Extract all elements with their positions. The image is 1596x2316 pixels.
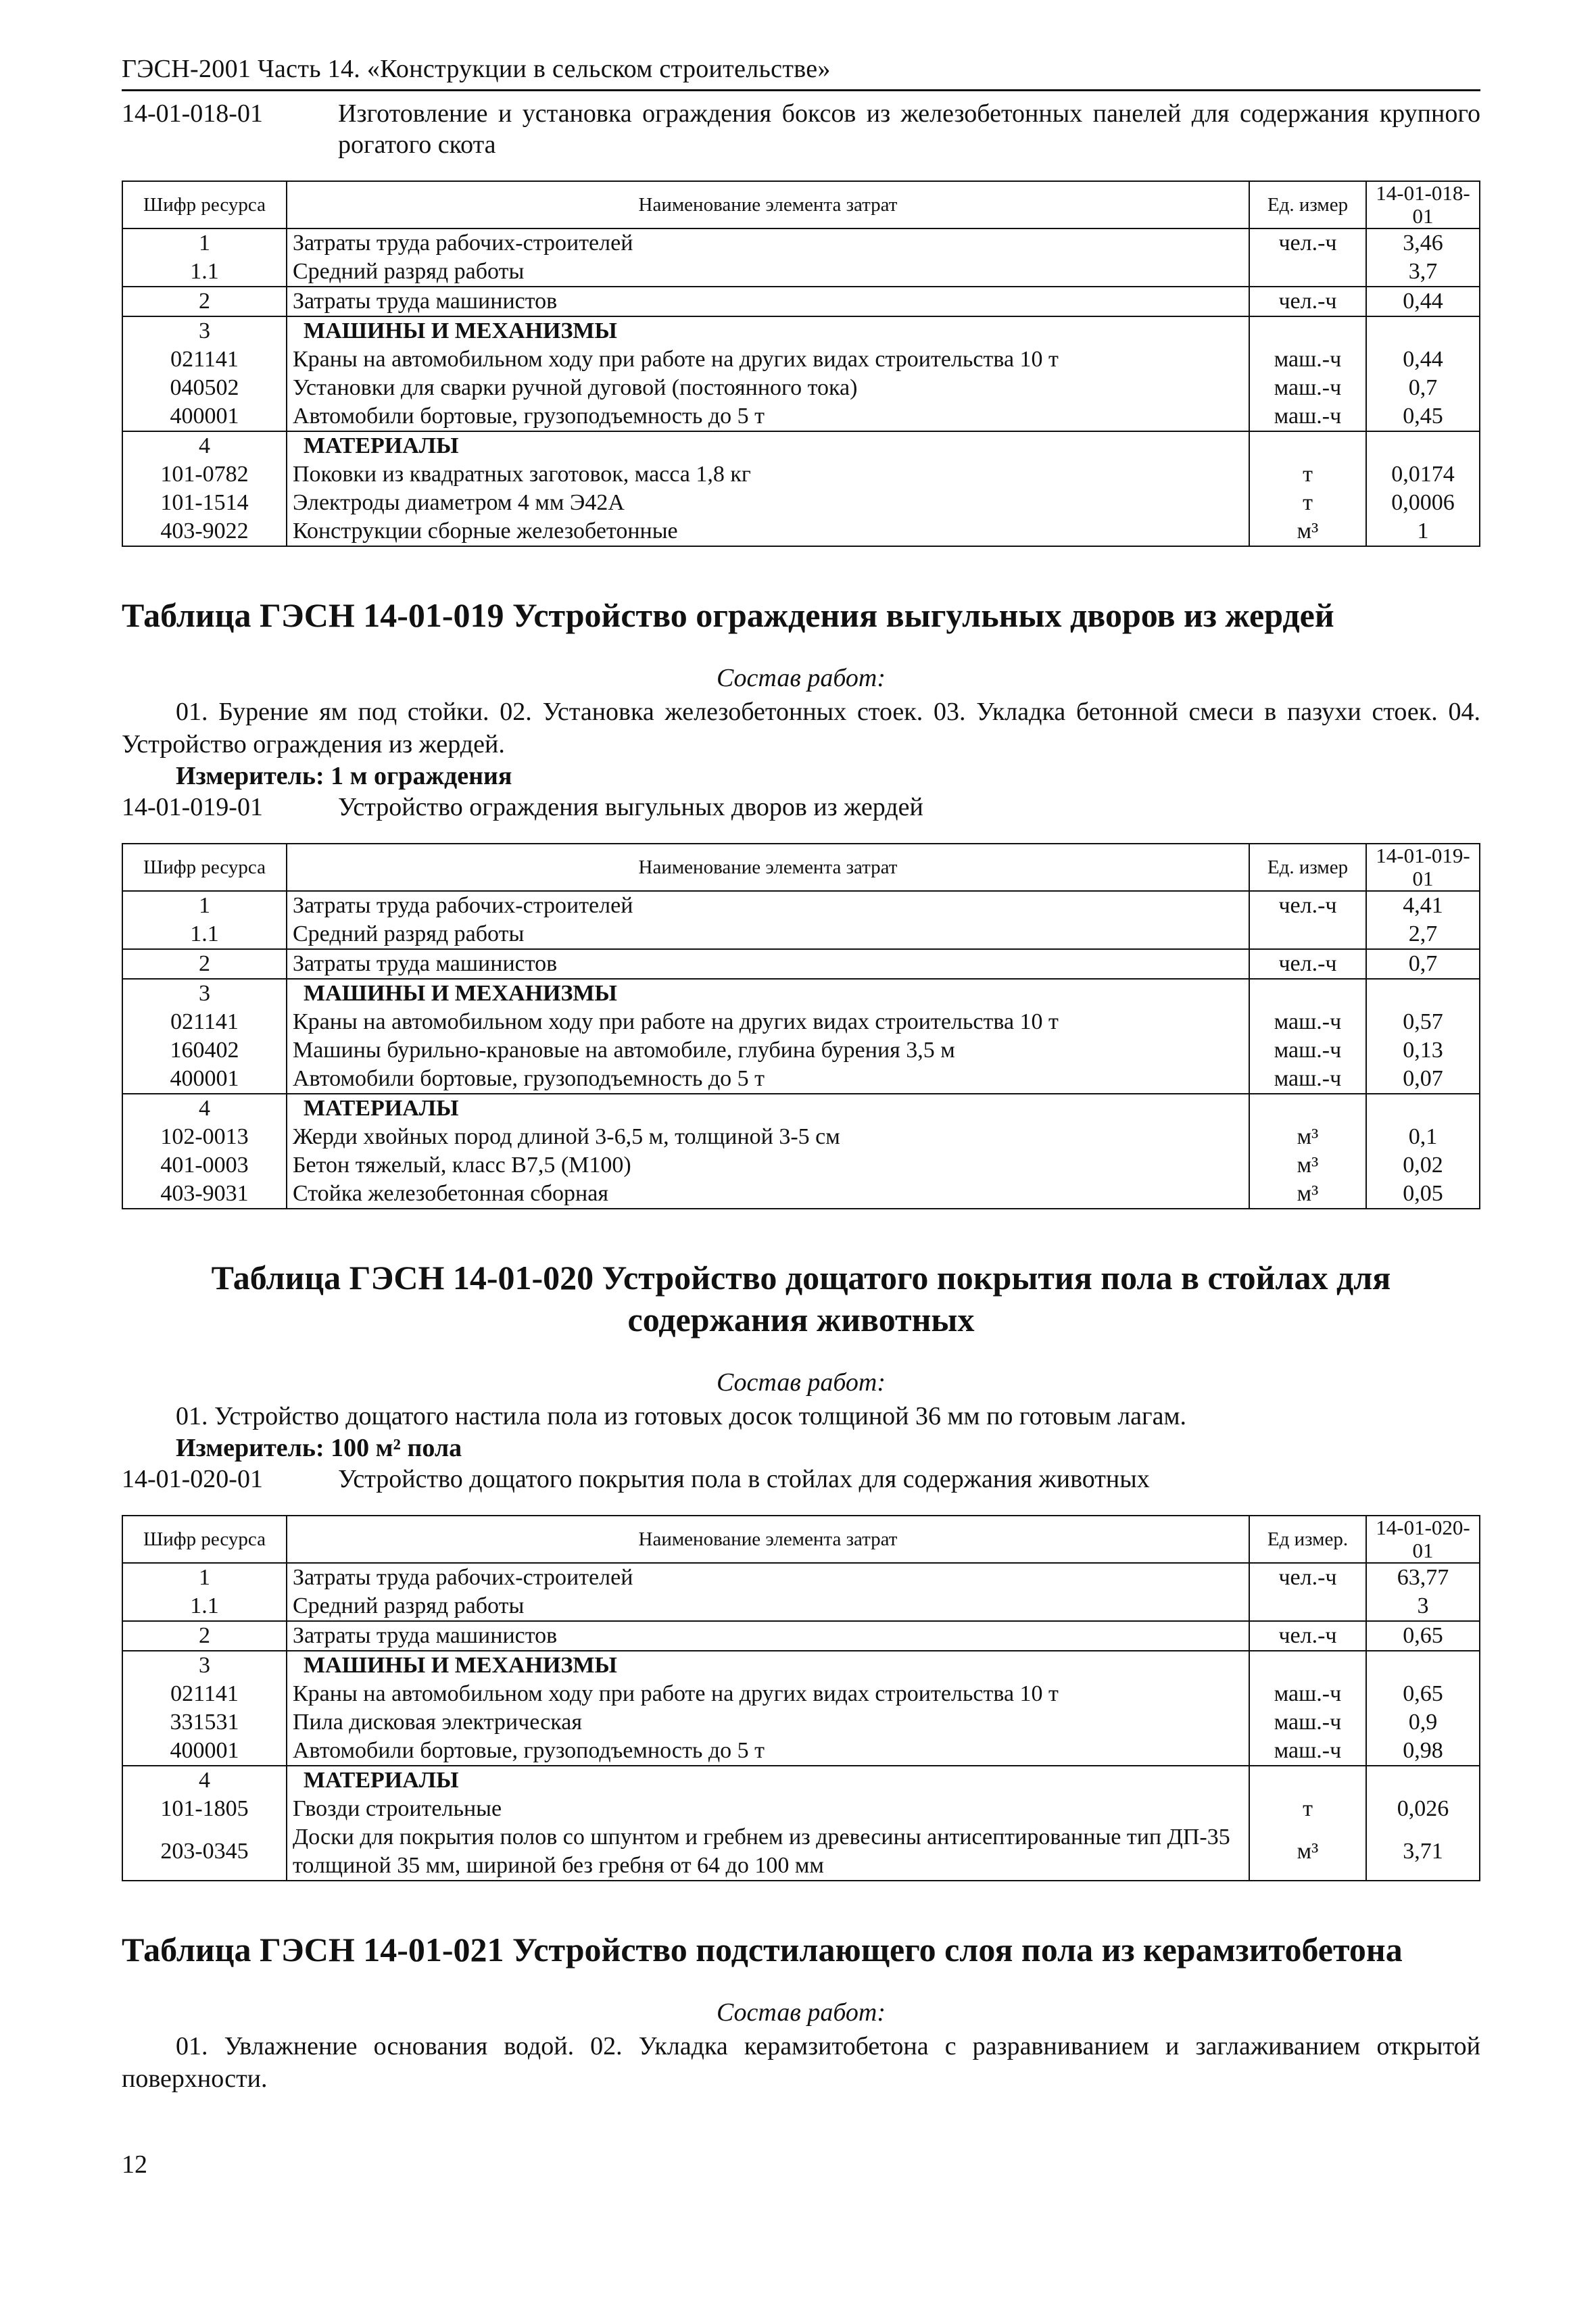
composition-label: Состав работ: [716, 1998, 886, 2027]
norm-table-020 [122, 1515, 1480, 1881]
cell-unit: т [1249, 489, 1366, 517]
operations-text: 01. Бурение ям под стойки. 02. Установка железобетонных стоек. 03. Укладка бетонной смеси в пазухи стоек. 04. Устройство ограждения из жердей. [122, 698, 1480, 758]
col-unit: Ед. измер [1249, 181, 1366, 228]
section-title-020: Таблица ГЭСН 14-01-020 Устройство дощатого покрытия пола в стойлах для содержания животных [211, 1259, 1391, 1338]
cell-name: Автомобили бортовые, грузоподъемность до 5 т [287, 1065, 1249, 1094]
cell-unit: т [1249, 1795, 1366, 1823]
page-number: 12 [122, 2150, 147, 2179]
cell-unit: м³ [1249, 517, 1366, 546]
table-row [122, 228, 1480, 258]
cell-name: Поковки из квадратных заготовок, масса 1,8 кг [287, 460, 1249, 489]
table-body [122, 891, 1480, 1209]
cell-value: 0,98 [1366, 1737, 1480, 1766]
cell-cipher: 101-1514 [122, 489, 287, 517]
cell-unit: чел.-ч [1249, 891, 1366, 920]
norm-code: 14-01-020-01 [122, 1465, 263, 1493]
cell-unit [1249, 1651, 1366, 1680]
cell-cipher: 102-0013 [122, 1123, 287, 1151]
composition-label: Состав работ: [716, 664, 886, 692]
cell-name: Затраты труда машинистов [287, 1621, 1249, 1651]
cell-value: 0,05 [1366, 1180, 1480, 1209]
cell-cipher: 3 [122, 979, 287, 1008]
table-row [122, 1151, 1480, 1180]
table-row [122, 1008, 1480, 1036]
cell-name: Затраты труда машинистов [287, 287, 1249, 316]
col-norm-code: 14-01-020-01 [1366, 1516, 1480, 1563]
table-row [122, 1592, 1480, 1621]
cell-unit: чел.-ч [1249, 287, 1366, 316]
cell-name: МАТЕРИАЛЫ [287, 431, 1249, 460]
cell-unit: м³ [1249, 1123, 1366, 1151]
norm-table-019 [122, 843, 1480, 1209]
table-row [122, 287, 1480, 316]
cell-name: Затраты труда машинистов [287, 949, 1249, 979]
cell-value: 0,13 [1366, 1036, 1480, 1065]
table-row [122, 374, 1480, 402]
table-row [122, 1180, 1480, 1209]
norm-title: Изготовление и установка ограждения боксов из железобетонных панелей для содержания крупного рогатого скота [338, 99, 1480, 159]
cell-unit: маш.-ч [1249, 402, 1366, 431]
cell-name: Затраты труда рабочих-строителей [287, 228, 1249, 258]
section-title-021: Таблица ГЭСН 14-01-021 Устройство подстилающего слоя пола из керамзитобетона [122, 1931, 1403, 1969]
col-element-name: Наименование элемента затрат [287, 1516, 1249, 1563]
cell-value [1366, 979, 1480, 1008]
cell-cipher: 400001 [122, 1737, 287, 1766]
cell-value: 0,07 [1366, 1065, 1480, 1094]
cell-cipher: 3 [122, 1651, 287, 1680]
cell-name: Автомобили бортовые, грузоподъемность до 5 т [287, 1737, 1249, 1766]
cell-cipher: 4 [122, 1094, 287, 1123]
cell-unit [1249, 1766, 1366, 1795]
table-header-row [122, 1516, 1480, 1563]
norm-table-018 [122, 180, 1480, 547]
cell-cipher: 021141 [122, 345, 287, 374]
cell-unit: чел.-ч [1249, 1563, 1366, 1592]
cell-unit: чел.-ч [1249, 228, 1366, 258]
cell-name: Стойка железобетонная сборная [287, 1180, 1249, 1209]
col-unit: Ед измер. [1249, 1516, 1366, 1563]
cell-name: Средний разряд работы [287, 258, 1249, 287]
cell-name: МАТЕРИАЛЫ [287, 1094, 1249, 1123]
cell-unit: маш.-ч [1249, 1680, 1366, 1708]
col-resource-code: Шифр ресурса [122, 1516, 287, 1563]
cell-name: Машины бурильно-крановые на автомобиле, глубина бурения 3,5 м [287, 1036, 1249, 1065]
cell-value [1366, 316, 1480, 345]
cell-cipher: 1 [122, 228, 287, 258]
cell-unit [1249, 431, 1366, 460]
col-element-name: Наименование элемента затрат [287, 181, 1249, 228]
cell-unit: т [1249, 460, 1366, 489]
table-row [122, 258, 1480, 287]
cell-unit: маш.-ч [1249, 374, 1366, 402]
cell-value: 1 [1366, 517, 1480, 546]
cell-cipher: 101-1805 [122, 1795, 287, 1823]
cell-value: 2,7 [1366, 920, 1480, 949]
cell-unit [1249, 979, 1366, 1008]
cell-unit: м³ [1249, 1823, 1366, 1881]
cell-name: Краны на автомобильном ходу при работе на других видах строительства 10 т [287, 345, 1249, 374]
table-row [122, 402, 1480, 431]
norm-title: Устройство ограждения выгульных дворов из жердей [338, 793, 923, 821]
table-row [122, 1621, 1480, 1651]
cell-name: МАШИНЫ И МЕХАНИЗМЫ [287, 1651, 1249, 1680]
table-header-row [122, 844, 1480, 891]
cell-value: 63,77 [1366, 1563, 1480, 1592]
composition-label: Состав работ: [716, 1368, 886, 1397]
cell-value: 0,1 [1366, 1123, 1480, 1151]
cell-cipher: 2 [122, 949, 287, 979]
cell-name: Затраты труда рабочих-строителей [287, 1563, 1249, 1592]
cell-value: 3,71 [1366, 1823, 1480, 1881]
table-row [122, 1680, 1480, 1708]
cell-cipher: 1.1 [122, 1592, 287, 1621]
table-row [122, 949, 1480, 979]
table-row [122, 1795, 1480, 1823]
norm-title: Устройство дощатого покрытия пола в стойлах для содержания животных [338, 1465, 1150, 1493]
cell-unit [1249, 1094, 1366, 1123]
cell-value: 0,7 [1366, 374, 1480, 402]
table-row [122, 1708, 1480, 1737]
table-row [122, 460, 1480, 489]
cell-unit: маш.-ч [1249, 345, 1366, 374]
running-head: ГЭСН-2001 Часть 14. «Конструкции в сельском строительстве» [122, 54, 1480, 91]
table-row [122, 345, 1480, 374]
cell-value: 0,026 [1366, 1795, 1480, 1823]
cell-value [1366, 1651, 1480, 1680]
cell-cipher: 203-0345 [122, 1823, 287, 1881]
cell-value: 0,57 [1366, 1008, 1480, 1036]
cell-name: Средний разряд работы [287, 920, 1249, 949]
cell-value: 0,0174 [1366, 460, 1480, 489]
operations-text: 01. Увлажнение основания водой. 02. Укладка керамзитобетона с разравниванием и заглаживанием открытой поверхности. [122, 2032, 1480, 2093]
cell-cipher: 160402 [122, 1036, 287, 1065]
cell-cipher: 021141 [122, 1680, 287, 1708]
cell-cipher: 101-0782 [122, 460, 287, 489]
cell-cipher: 403-9022 [122, 517, 287, 546]
cell-name: Средний разряд работы [287, 1592, 1249, 1621]
cell-value: 0,45 [1366, 402, 1480, 431]
table-row [122, 517, 1480, 546]
col-norm-code: 14-01-019-01 [1366, 844, 1480, 891]
measure-line: Измеритель: 100 м² пола [176, 1434, 462, 1462]
cell-name: МАШИНЫ И МЕХАНИЗМЫ [287, 979, 1249, 1008]
col-element-name: Наименование элемента затрат [287, 844, 1249, 891]
table-header-row [122, 181, 1480, 228]
cell-name: Гвозди строительные [287, 1795, 1249, 1823]
cell-value: 3,46 [1366, 228, 1480, 258]
section-title-019: Таблица ГЭСН 14-01-019 Устройство ограждения выгульных дворов из жердей [122, 596, 1334, 634]
operations-text: 01. Устройство дощатого настила пола из готовых досок толщиной 36 мм по готовым лагам. [176, 1402, 1187, 1430]
cell-cipher: 2 [122, 1621, 287, 1651]
cell-unit: маш.-ч [1249, 1008, 1366, 1036]
cell-value [1366, 1094, 1480, 1123]
table-row [122, 891, 1480, 920]
cell-cipher: 1 [122, 1563, 287, 1592]
cell-unit: маш.-ч [1249, 1708, 1366, 1737]
cell-unit: м³ [1249, 1180, 1366, 1209]
cell-name: Пила дисковая электрическая [287, 1708, 1249, 1737]
cell-name: Доски для покрытия полов со шпунтом и гребнем из древесины антисептированные тип ДП-35 толщиной 35 мм, шириной без гребня от 64 до 100 мм [287, 1823, 1249, 1881]
cell-unit [1249, 316, 1366, 345]
cell-cipher: 1.1 [122, 920, 287, 949]
document-page [122, 54, 1480, 2095]
cell-name: Конструкции сборные железобетонные [287, 517, 1249, 546]
cell-value: 0,9 [1366, 1708, 1480, 1737]
cell-unit: м³ [1249, 1151, 1366, 1180]
col-unit: Ед. измер [1249, 844, 1366, 891]
cell-value: 0,02 [1366, 1151, 1480, 1180]
cell-value [1366, 1766, 1480, 1795]
cell-unit: маш.-ч [1249, 1737, 1366, 1766]
table-row [122, 979, 1480, 1008]
norm-heading-018 [122, 98, 1480, 160]
cell-cipher: 403-9031 [122, 1180, 287, 1209]
col-resource-code: Шифр ресурса [122, 844, 287, 891]
table-row [122, 920, 1480, 949]
norm-code: 14-01-018-01 [122, 99, 263, 128]
cell-unit [1249, 258, 1366, 287]
cell-cipher: 1.1 [122, 258, 287, 287]
cell-unit: маш.-ч [1249, 1065, 1366, 1094]
table-row [122, 1651, 1480, 1680]
cell-cipher: 401-0003 [122, 1151, 287, 1180]
cell-name: Электроды диаметром 4 мм Э42А [287, 489, 1249, 517]
table-row [122, 1123, 1480, 1151]
cell-value: 4,41 [1366, 891, 1480, 920]
table-row [122, 1563, 1480, 1592]
cell-cipher: 331531 [122, 1708, 287, 1737]
cell-value: 0,65 [1366, 1680, 1480, 1708]
cell-unit: чел.-ч [1249, 949, 1366, 979]
cell-name: Бетон тяжелый, класс В7,5 (М100) [287, 1151, 1249, 1180]
cell-unit: чел.-ч [1249, 1621, 1366, 1651]
cell-name: Краны на автомобильном ходу при работе на других видах строительства 10 т [287, 1680, 1249, 1708]
cell-value: 0,44 [1366, 345, 1480, 374]
cell-cipher: 2 [122, 287, 287, 316]
cell-name: Установки для сварки ручной дуговой (постоянного тока) [287, 374, 1249, 402]
cell-name: Затраты труда рабочих-строителей [287, 891, 1249, 920]
cell-unit [1249, 920, 1366, 949]
table-row [122, 431, 1480, 460]
cell-cipher: 400001 [122, 402, 287, 431]
cell-value: 0,65 [1366, 1621, 1480, 1651]
cell-name: Краны на автомобильном ходу при работе на других видах строительства 10 т [287, 1008, 1249, 1036]
cell-unit [1249, 1592, 1366, 1621]
cell-value: 0,44 [1366, 287, 1480, 316]
table-body [122, 1563, 1480, 1881]
table-row [122, 316, 1480, 345]
cell-cipher: 1 [122, 891, 287, 920]
cell-value: 3,7 [1366, 258, 1480, 287]
table-row [122, 1036, 1480, 1065]
table-row [122, 1094, 1480, 1123]
cell-value: 0,0006 [1366, 489, 1480, 517]
table-body [122, 228, 1480, 546]
cell-cipher: 021141 [122, 1008, 287, 1036]
col-resource-code: Шифр ресурса [122, 181, 287, 228]
cell-unit: маш.-ч [1249, 1036, 1366, 1065]
cell-cipher: 040502 [122, 374, 287, 402]
table-row [122, 1065, 1480, 1094]
measure-line: Измеритель: 1 м ограждения [176, 762, 512, 790]
cell-value: 0,7 [1366, 949, 1480, 979]
cell-cipher: 400001 [122, 1065, 287, 1094]
cell-name: МАШИНЫ И МЕХАНИЗМЫ [287, 316, 1249, 345]
table-row [122, 1823, 1480, 1881]
col-norm-code: 14-01-018-01 [1366, 181, 1480, 228]
table-row [122, 1766, 1480, 1795]
norm-code: 14-01-019-01 [122, 793, 263, 821]
cell-name: Жерди хвойных пород длиной 3-6,5 м, толщиной 3-5 см [287, 1123, 1249, 1151]
norm-heading-019 [122, 792, 1480, 823]
cell-name: МАТЕРИАЛЫ [287, 1766, 1249, 1795]
cell-cipher: 4 [122, 1766, 287, 1795]
cell-name: Автомобили бортовые, грузоподъемность до 5 т [287, 402, 1249, 431]
table-row [122, 1737, 1480, 1766]
table-row [122, 489, 1480, 517]
cell-value: 3 [1366, 1592, 1480, 1621]
cell-cipher: 3 [122, 316, 287, 345]
norm-heading-020 [122, 1464, 1480, 1495]
cell-cipher: 4 [122, 431, 287, 460]
cell-value [1366, 431, 1480, 460]
